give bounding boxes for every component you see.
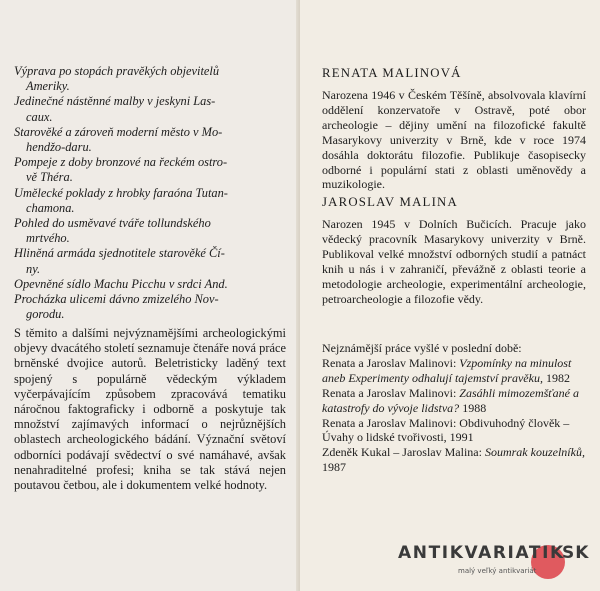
highlight-item: Starověké a zároveň moderní město v Mo- hendžo-daru. [14, 124, 223, 155]
highlight-item: Opevněné sídlo Machu Picchu v srdci And. [14, 276, 228, 291]
work-item: Renata a Jaroslav Malinovi: Zasáhli mimozemšťané a katastrofy do vývoje lidstva? 1988 [322, 385, 579, 415]
highlight-item: Procházka ulicemi dávno zmizelého Nov- gorodu. [14, 292, 219, 322]
highlight-item: Jedinečné nástěnné malby v jeskyni Las- caux. [14, 94, 216, 124]
work-item: Zdeněk Kukal – Jaroslav Malina: Soumrak kouzelníků, 1987 [322, 445, 585, 475]
author-name-renata: RENATA MALINOVÁ [322, 66, 462, 80]
logo-brand: ANTIKVARIATIK [398, 543, 565, 563]
author-bio-renata: Narozena 1946 v Českém Těšíně, absolvovala klavírní oddělení konzervatoře v Ostravě, poté obor archeologie – dějiny umění na filozofické fakultě Masarykovy univerzity v Brně, kde v roce 1974 dosáhla doktorátu filozofie. Publikuje časopisecky odborné i populární stati z oblasti uměnovědy a muzikologie. [322, 88, 586, 192]
highlight-item: Pohled do usměvavé tváře tollundského mrtvého. [14, 216, 211, 246]
work-item: Renata a Jaroslav Malinovi: Obdivuhodný člověk – Úvahy o lidské tvořivosti, 1991 [322, 415, 570, 445]
highlight-item: Hliněná armáda sjednotitele starověké Čí- ny. [14, 246, 225, 276]
author-name-jaroslav: JAROSLAV MALINA [322, 195, 458, 209]
author-bio-jaroslav: Narozen 1945 v Dolních Bučicích. Pracuje jako vědecký pracovník Masarykovy univerzity v Brně. Publikoval velké množství odborných studií a patnáct knih u nás i v zahraničí, převážně z oblasti teorie a metodologie archeologie, experimentální archeologie, petroarcheologie a filozofie vědy. [322, 217, 586, 306]
logo-suffix: SK [562, 543, 590, 563]
works-list [322, 341, 592, 475]
highlights-list [14, 64, 284, 322]
highlight-item: Výprava po stopách pravěkých objevitelů Ameriky. [14, 64, 220, 94]
antikvariatik-watermark [398, 543, 598, 583]
works-heading: Nejznámější práce vyšlé v poslední době: [322, 341, 522, 355]
work-item: Renata a Jaroslav Malinovi: Vzpomínky na minulost aneb Experimenty odhalují tajemství pravěku, 1982 [322, 355, 572, 385]
blurb-paragraph: S těmito a dalšími nejvýznamějšími archeologickými objevy dvacátého století seznamuje čtenáře nová práce brněnské dvojice autorů. Beletristicky laděný text spojený s populárně vědeckým výkladem vyčerpávajícím způsobem zpracovává tematiku náročnou faktograficky i odborně a poskytuje tak množství zajímavých informací o nejrůznějších oblastech archeologického bádání. Význační světoví odborníci podávají svědectví o své namáhavé, avšak nenahraditelné profesi; kniha se tak stává nejen poutavou četbou, ale i dokumentem velké hodnoty. [14, 326, 286, 493]
logo-tagline: malý veľký antikvariát [458, 567, 537, 575]
highlight-item: Pompeje z doby bronzové na řeckém ostro- vě Théra. [14, 155, 228, 185]
highlight-item: Umělecké poklady z hrobky faraóna Tutan- chamona. [14, 185, 228, 215]
